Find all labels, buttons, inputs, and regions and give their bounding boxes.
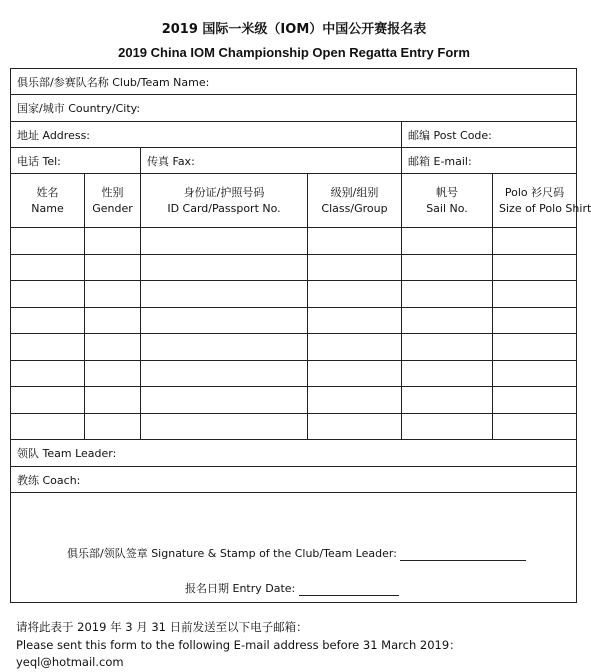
address-field[interactable]: 地址 Address: [11, 122, 402, 148]
entry-row [11, 281, 577, 308]
class-cell[interactable] [308, 255, 402, 281]
submission-email[interactable]: yeql@hotmail.com [16, 655, 124, 669]
class-cell[interactable] [308, 361, 402, 387]
entry-row [11, 387, 577, 414]
column-header-id: 身份证/护照号码 ID Card/Passport No. [141, 174, 308, 228]
name-cell[interactable] [11, 361, 85, 387]
entry-date-blank[interactable] [299, 583, 399, 596]
polo-cell[interactable] [493, 334, 577, 361]
polo-cell[interactable] [493, 387, 577, 414]
entry-date-label: 报名日期 Entry Date: [185, 582, 296, 595]
entry-row [11, 361, 577, 387]
team-leader-field[interactable]: 领队 Team Leader: [11, 440, 577, 467]
country-city-field[interactable]: 国家/城市 Country/City: [11, 95, 577, 122]
polo-cell[interactable] [493, 281, 577, 308]
id-cell[interactable] [141, 334, 308, 361]
id-cell[interactable] [141, 361, 308, 387]
entry-row [11, 308, 577, 334]
id-cell[interactable] [141, 414, 308, 440]
class-cell[interactable] [308, 387, 402, 414]
form-title-chinese: 2019 国际一米级（IOM）中国公开赛报名表 [161, 22, 427, 37]
tel-field[interactable]: 电话 Tel: [11, 148, 141, 174]
id-cell[interactable] [141, 281, 308, 308]
column-header-sail: 帆号 Sail No. [402, 174, 493, 228]
name-cell[interactable] [11, 308, 85, 334]
entry-row [11, 414, 577, 440]
gender-cell[interactable] [85, 255, 141, 281]
signature-section [11, 493, 577, 603]
class-cell[interactable] [308, 228, 402, 255]
submission-note-english: Please sent this form to the following E-mail address before 31 March 2019： [16, 638, 461, 652]
gender-cell[interactable] [85, 308, 141, 334]
email-field[interactable]: 邮箱 E-mail: [402, 148, 577, 174]
entry-row [11, 334, 577, 361]
sail-cell[interactable] [402, 334, 493, 361]
column-header-polo: Polo 衫尺码 Size of Polo Shirt [493, 174, 577, 228]
gender-cell[interactable] [85, 334, 141, 361]
class-cell[interactable] [308, 308, 402, 334]
entry-form-table [10, 68, 591, 603]
name-cell[interactable] [11, 255, 85, 281]
form-title-english: 2019 China IOM Championship Open Regatta Entry Form [118, 45, 470, 60]
club-name-field[interactable]: 俱乐部/参赛队名称 Club/Team Name: [11, 69, 577, 95]
submission-note-chinese: 请将此表于 2019 年 3 月 31 日前发送至以下电子邮箱： [16, 620, 308, 634]
polo-cell[interactable] [493, 255, 577, 281]
class-cell[interactable] [308, 414, 402, 440]
signature-line[interactable] [67, 545, 526, 561]
sail-cell[interactable] [402, 387, 493, 414]
polo-cell[interactable] [493, 361, 577, 387]
id-cell[interactable] [141, 387, 308, 414]
column-header-name: 姓名 Name [11, 174, 85, 228]
sail-cell[interactable] [402, 255, 493, 281]
entry-row [11, 228, 577, 255]
class-cell[interactable] [308, 281, 402, 308]
name-cell[interactable] [11, 387, 85, 414]
postcode-field[interactable]: 邮编 Post Code: [402, 122, 577, 148]
entry-row [11, 255, 577, 281]
column-header-class: 级别/组别 Class/Group [308, 174, 402, 228]
signature-label: 俱乐部/领队签章 Signature & Stamp of the Club/Team Leader: [67, 547, 397, 560]
class-cell[interactable] [308, 334, 402, 361]
column-header-gender: 性别 Gender [85, 174, 141, 228]
signature-blank[interactable] [400, 548, 526, 561]
id-cell[interactable] [141, 228, 308, 255]
gender-cell[interactable] [85, 361, 141, 387]
gender-cell[interactable] [85, 414, 141, 440]
gender-cell[interactable] [85, 281, 141, 308]
gender-cell[interactable] [85, 228, 141, 255]
name-cell[interactable] [11, 281, 85, 308]
name-cell[interactable] [11, 414, 85, 440]
id-cell[interactable] [141, 308, 308, 334]
fax-field[interactable]: 传真 Fax: [141, 148, 402, 174]
polo-cell[interactable] [493, 308, 577, 334]
sail-cell[interactable] [402, 228, 493, 255]
name-cell[interactable] [11, 228, 85, 255]
entry-date-line[interactable] [185, 580, 399, 596]
sail-cell[interactable] [402, 361, 493, 387]
name-cell[interactable] [11, 334, 85, 361]
gender-cell[interactable] [85, 387, 141, 414]
polo-cell[interactable] [493, 228, 577, 255]
polo-cell[interactable] [493, 414, 577, 440]
coach-field[interactable]: 教练 Coach: [11, 467, 577, 493]
sail-cell[interactable] [402, 281, 493, 308]
id-cell[interactable] [141, 255, 308, 281]
sail-cell[interactable] [402, 414, 493, 440]
sail-cell[interactable] [402, 308, 493, 334]
